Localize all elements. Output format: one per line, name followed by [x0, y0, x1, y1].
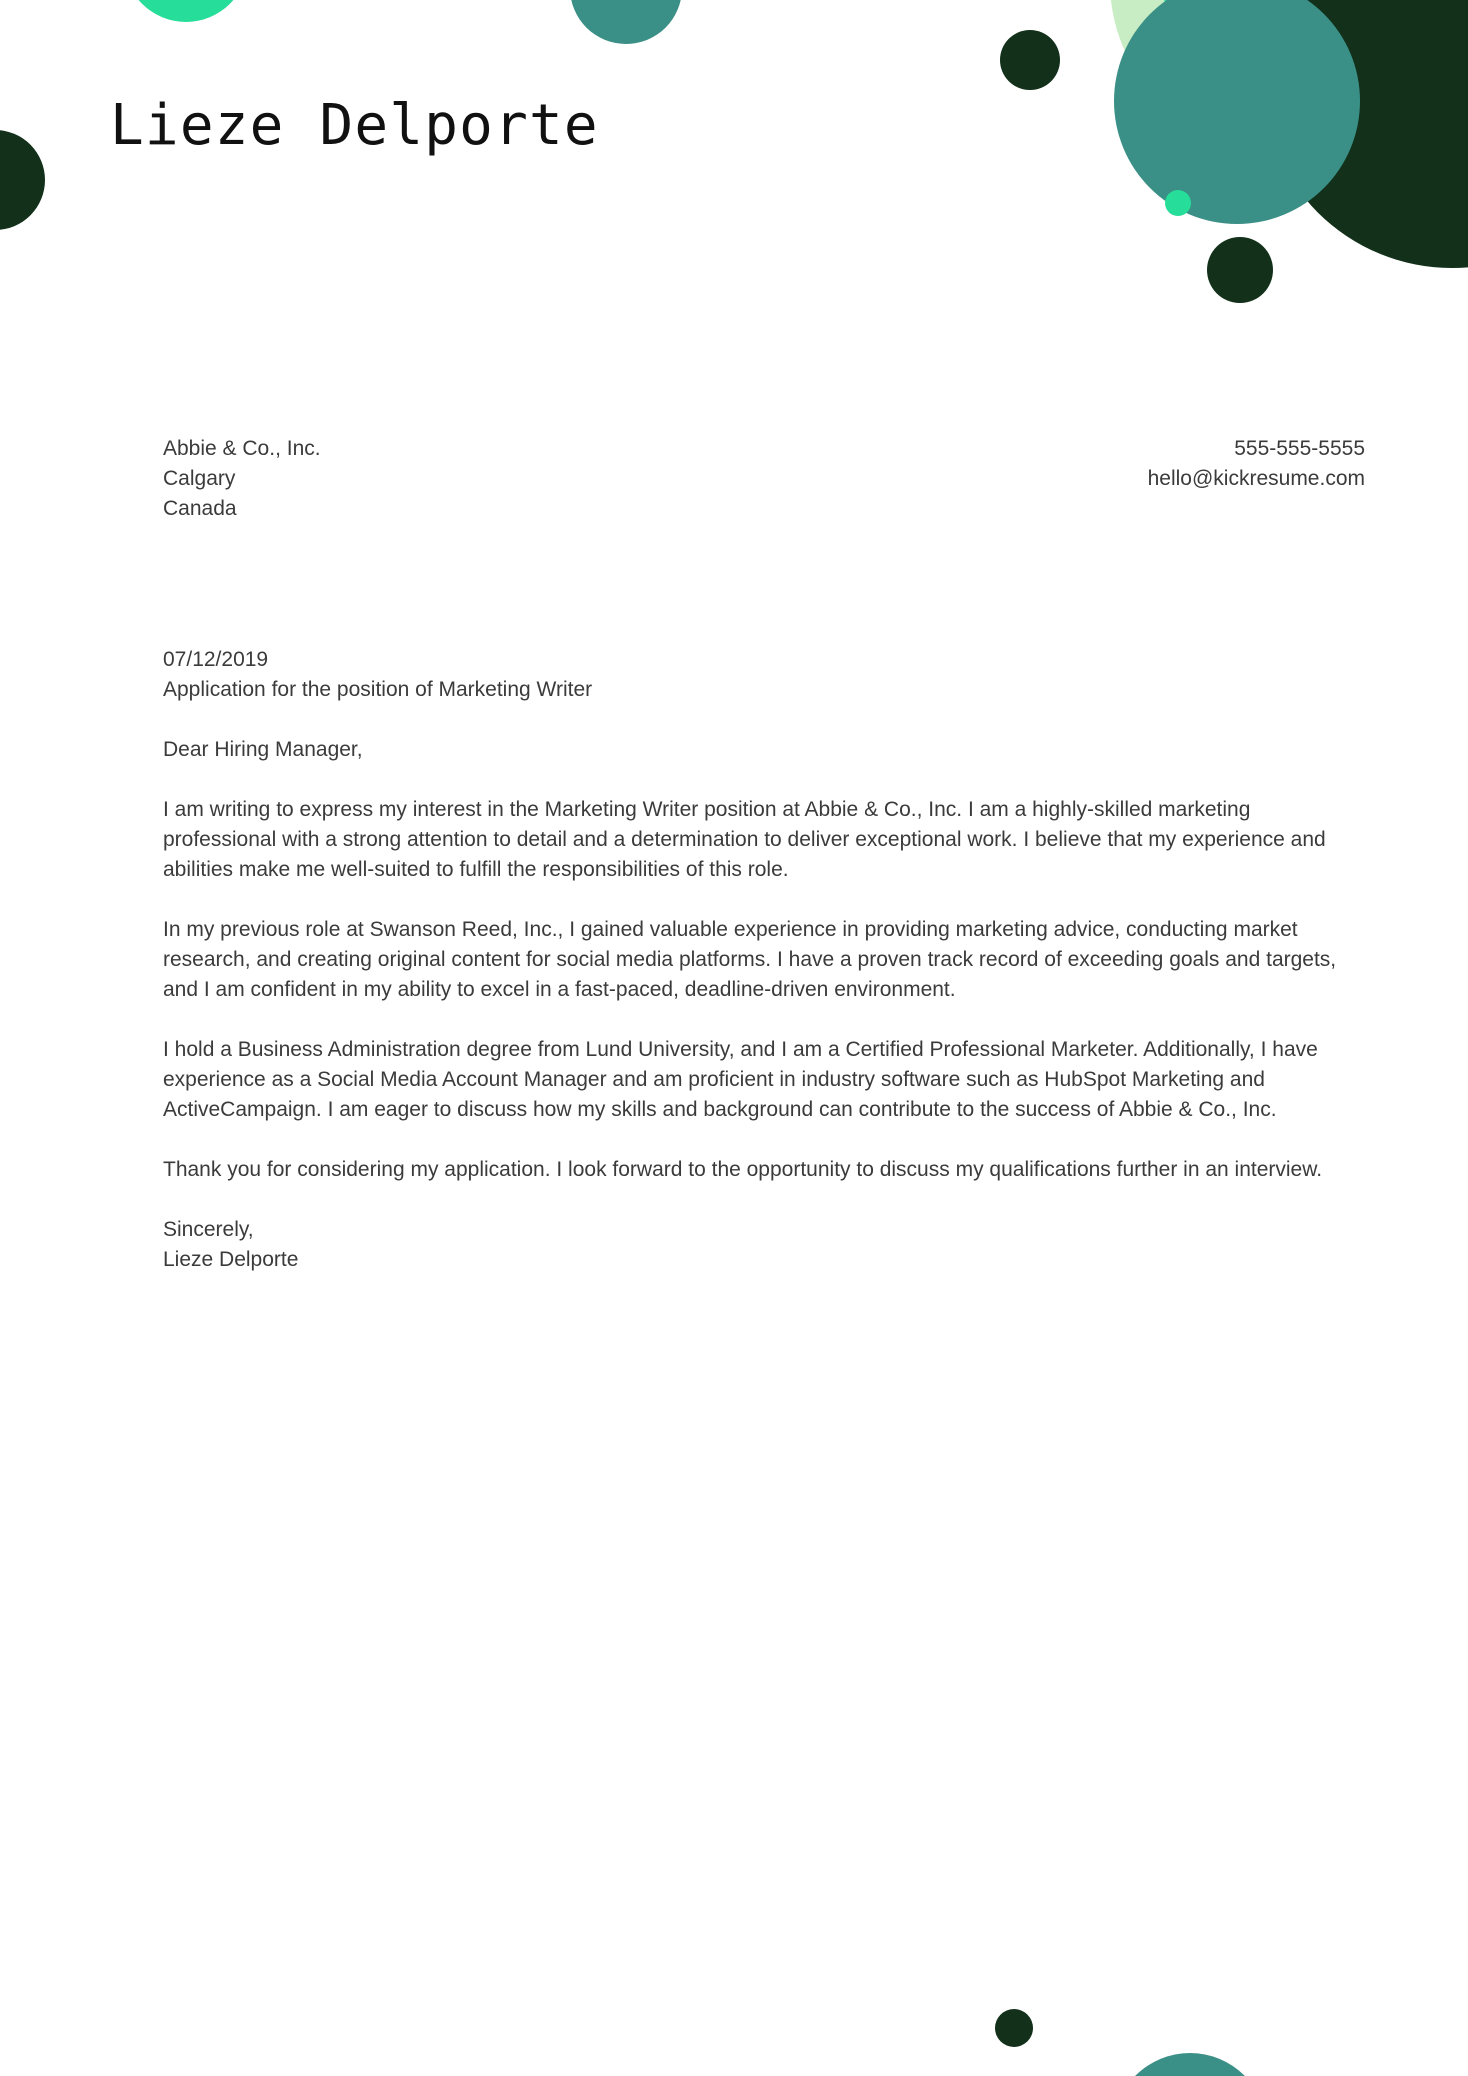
letter-body — [163, 645, 1365, 1275]
sender-email[interactable]: hello@kickresume.com — [1147, 467, 1365, 490]
left-edge-dark-green-shape — [0, 130, 45, 230]
small-bright-dot-shape — [1165, 190, 1191, 216]
recipient-country: Canada — [163, 497, 237, 520]
letter-paragraph: I hold a Business Administration degree from Lund University, and I am a Certified Professional Marketer. Additionally, I have experience as a Social Media Account Manager and am proficient in industry software such as HubSpot Marketing and ActiveCampaign. I am eager to discuss how my skills and background can contribute to the success of Abbie & Co., Inc. — [163, 1038, 1318, 1121]
bottom-dark-dot-shape — [995, 2009, 1033, 2047]
letter-paragraph: I am writing to express my interest in the Marketing Writer position at Abbie & Co., Inc. I am a highly-skilled marketing professional with a strong attention to detail and a determination to deliver exceptional work. I believe that my experience and abilities make me well-suited to fulfill the responsibilities of this role. — [163, 798, 1326, 881]
letter-signature-name: Lieze Delporte — [163, 1248, 299, 1271]
name-block — [110, 95, 599, 157]
bottom-teal-large-shape — [1113, 2053, 1267, 2076]
letter-paragraph: Thank you for considering my application. I look forward to the opportunity to discuss my qualifications further in an interview. — [163, 1158, 1323, 1181]
recipient-address — [163, 434, 321, 524]
recipient-city: Calgary — [163, 467, 236, 490]
letter-sign-off: Sincerely, — [163, 1218, 254, 1241]
contact-band — [163, 434, 1365, 524]
letter-salutation: Dear Hiring Manager, — [163, 738, 363, 761]
top-mid-teal-shape — [570, 0, 682, 44]
top-left-bright-green-shape — [124, 0, 248, 22]
top-right-teal-large-shape — [1114, 0, 1360, 224]
page-title: Lieze Delporte — [110, 93, 599, 158]
sender-phone: 555-555-5555 — [1234, 437, 1365, 460]
letter-closing — [163, 1215, 1365, 1275]
letter-date: 07/12/2019 — [163, 648, 269, 671]
mid-dark-dot-shape — [1207, 237, 1273, 303]
sender-contact — [1148, 434, 1365, 494]
top-right-dark-large-shape — [1262, 0, 1468, 268]
recipient-company: Abbie & Co., Inc. — [163, 437, 321, 460]
top-right-mint-large-shape — [1110, 0, 1446, 150]
upper-dark-dot-shape — [1000, 30, 1060, 90]
top-right-bright-green-shape — [1162, 0, 1282, 44]
letter-subject: Application for the position of Marketing Writer — [163, 678, 593, 701]
letter-paragraph: In my previous role at Swanson Reed, Inc., I gained valuable experience in providing marketing advice, conducting market research, and creating original content for social media platforms. I have a proven track record of exceeding goals and targets, and I am confident in my ability to excel in a fast-paced, deadline-driven environment. — [163, 918, 1337, 1001]
